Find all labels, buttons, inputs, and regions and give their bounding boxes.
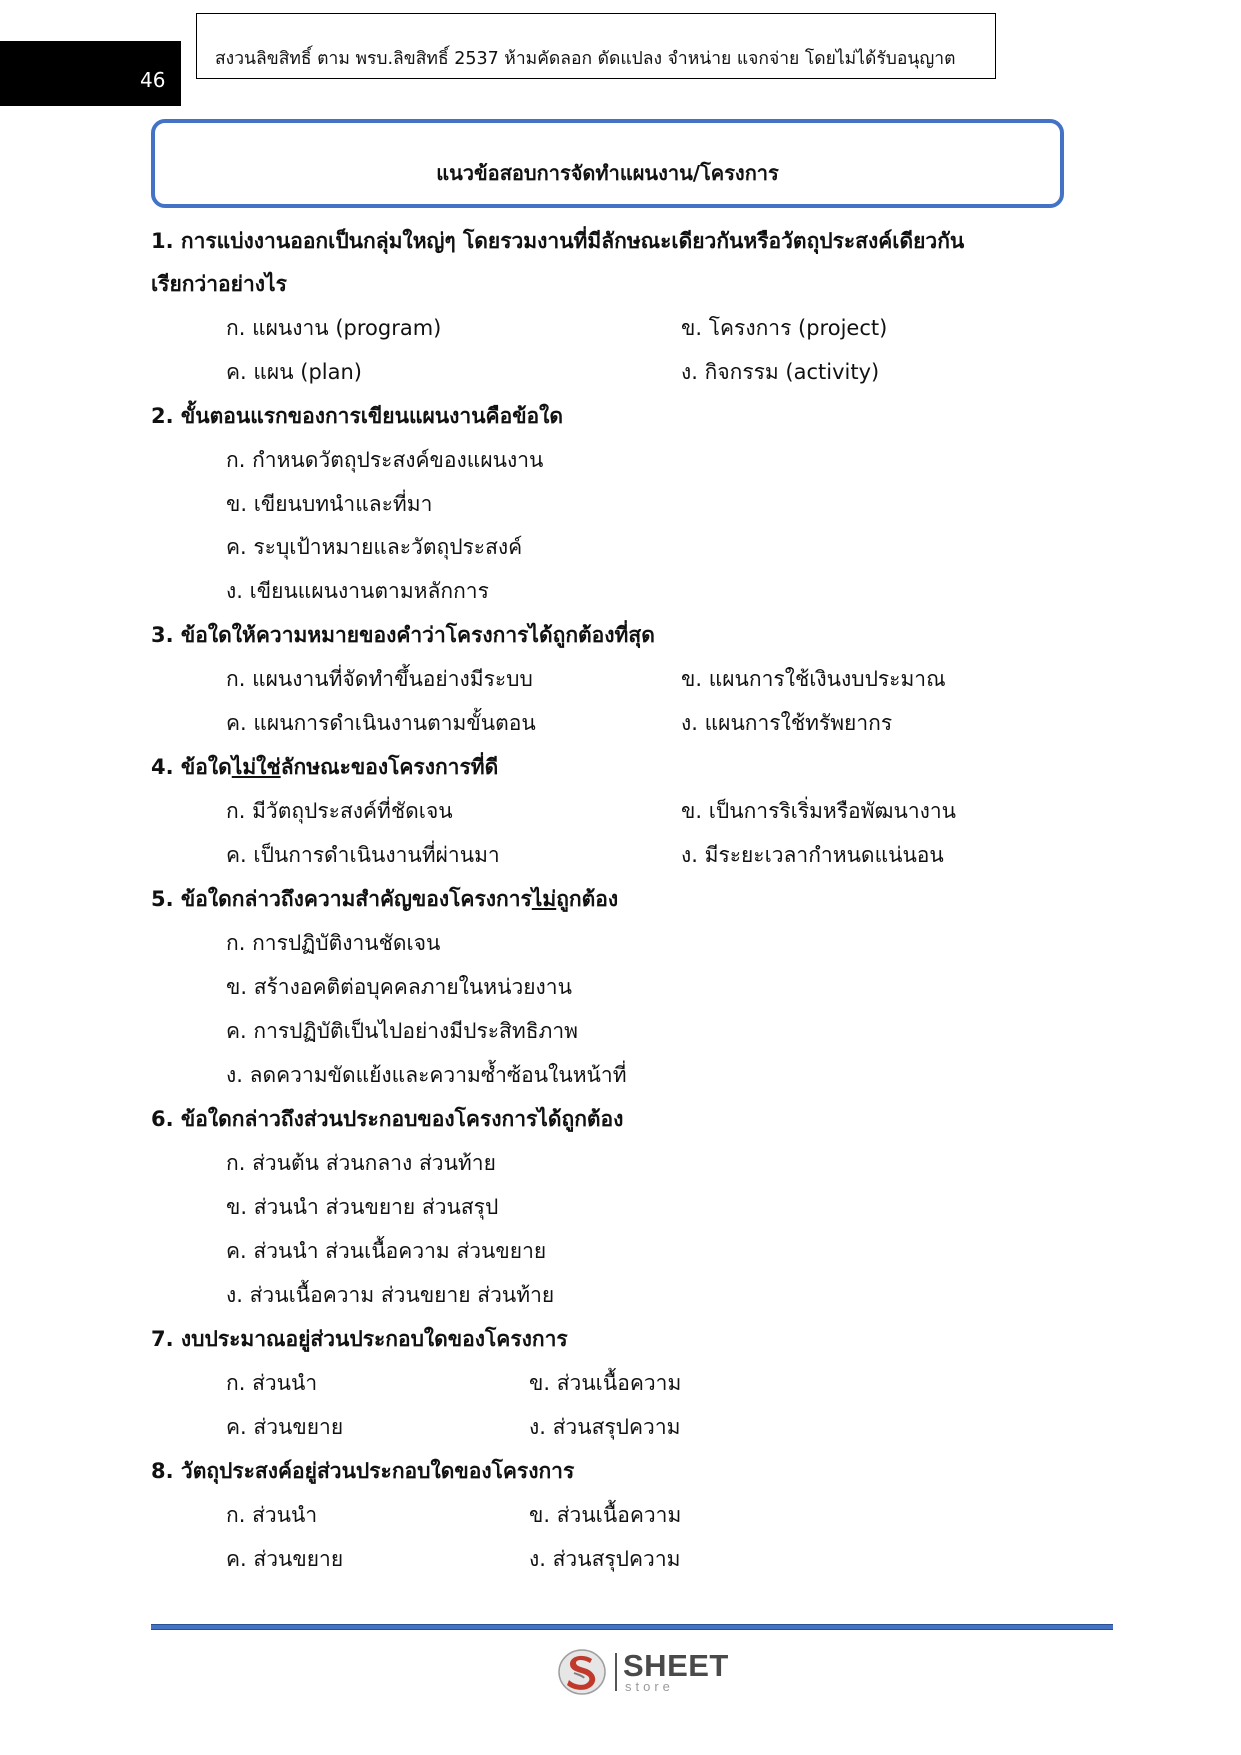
- question-3: 3. ข้อใดให้ความหมายของคำว่าโครงการได้ถูกต้องที่สุด: [151, 623, 655, 647]
- q8-option-d: ง. ส่วนสรุปความ: [529, 1547, 681, 1571]
- question-4-emphasis: ไม่ใช่: [231, 755, 281, 779]
- logo-sub-text: store: [625, 1679, 674, 1694]
- logo-separator: [615, 1653, 617, 1691]
- q3-option-c: ค. แผนการดำเนินงานตามขั้นตอน: [226, 711, 536, 735]
- question-5-text-end: ถูกต้อง: [556, 887, 619, 911]
- q8-option-b: ข. ส่วนเนื้อความ: [529, 1503, 682, 1527]
- question-5-emphasis: ไม่: [531, 887, 557, 911]
- q1-option-a: ก. แผนงาน (program): [226, 316, 442, 340]
- q3-option-a: ก. แผนงานที่จัดทำขึ้นอย่างมีระบบ: [226, 667, 533, 691]
- q1-option-c: ค. แผน (plan): [226, 360, 362, 384]
- q7-option-a: ก. ส่วนนำ: [226, 1371, 318, 1395]
- q3-option-d: ง. แผนการใช้ทรัพยากร: [681, 711, 893, 735]
- question-5-text-start: 5. ข้อใดกล่าวถึงความสำคัญของโครงการ: [151, 887, 532, 911]
- page-title: แนวข้อสอบการจัดทำแผนงาน/โครงการ: [151, 119, 1064, 208]
- q2-option-a: ก. กำหนดวัตถุประสงค์ของแผนงาน: [226, 448, 544, 472]
- question-1-continued: เรียกว่าอย่างไร: [151, 272, 287, 296]
- q1-option-d: ง. กิจกรรม (activity): [681, 360, 880, 384]
- question-6: 6. ข้อใดกล่าวถึงส่วนประกอบของโครงการได้ถูกต้อง: [151, 1107, 624, 1131]
- q2-option-b: ข. เขียนบทนำและที่มา: [226, 492, 433, 516]
- q6-option-d: ง. ส่วนเนื้อความ ส่วนขยาย ส่วนท้าย: [226, 1283, 555, 1307]
- q6-option-c: ค. ส่วนนำ ส่วนเนื้อความ ส่วนขยาย: [226, 1239, 547, 1263]
- s-logo-icon: [557, 1647, 607, 1697]
- question-7: 7. งบประมาณอยู่ส่วนประกอบใดของโครงการ: [151, 1327, 568, 1351]
- question-5: [151, 885, 618, 913]
- q4-option-a: ก. มีวัตถุประสงค์ที่ชัดเจน: [226, 799, 453, 823]
- q1-option-b: ข. โครงการ (project): [681, 316, 888, 340]
- q7-option-d: ง. ส่วนสรุปความ: [529, 1415, 681, 1439]
- q2-option-d: ง. เขียนแผนงานตามหลักการ: [226, 579, 489, 603]
- q4-option-c: ค. เป็นการดำเนินงานที่ผ่านมา: [226, 843, 500, 867]
- question-4: [151, 753, 498, 781]
- q3-option-b: ข. แผนการใช้เงินงบประมาณ: [681, 667, 946, 691]
- q5-option-b: ข. สร้างอคติต่อบุคคลภายในหน่วยงาน: [226, 975, 572, 999]
- q6-option-a: ก. ส่วนต้น ส่วนกลาง ส่วนท้าย: [226, 1151, 496, 1175]
- q4-option-b: ข. เป็นการริเริ่มหรือพัฒนางาน: [681, 799, 957, 823]
- question-8: 8. วัตถุประสงค์อยู่ส่วนประกอบใดของโครงการ: [151, 1459, 575, 1483]
- footer-rule: [151, 1624, 1113, 1630]
- q2-option-c: ค. ระบุเป้าหมายและวัตถุประสงค์: [226, 535, 523, 559]
- footer-logo: [557, 1647, 727, 1697]
- logo-brand-text: SHEET: [623, 1648, 729, 1683]
- q7-option-c: ค. ส่วนขยาย: [226, 1415, 344, 1439]
- question-4-text-end: ลักษณะของโครงการที่ดี: [280, 755, 499, 779]
- q5-option-c: ค. การปฏิบัติเป็นไปอย่างมีประสิทธิภาพ: [226, 1019, 578, 1043]
- q8-option-a: ก. ส่วนนำ: [226, 1503, 318, 1527]
- question-1: 1. การแบ่งงานออกเป็นกลุ่มใหญ่ๆ โดยรวมงานที่มีลักษณะเดียวกันหรือวัตถุประสงค์เดียวกัน: [151, 229, 965, 253]
- question-2: 2. ขั้นตอนแรกของการเขียนแผนงานคือข้อใด: [151, 404, 564, 428]
- question-4-text-start: 4. ข้อใด: [151, 755, 232, 779]
- q5-option-d: ง. ลดความขัดแย้งและความซ้ำซ้อนในหน้าที่: [226, 1063, 627, 1087]
- q4-option-d: ง. มีระยะเวลากำหนดแน่นอน: [681, 843, 944, 867]
- q8-option-c: ค. ส่วนขยาย: [226, 1547, 344, 1571]
- page-number: 46: [140, 68, 166, 92]
- q5-option-a: ก. การปฏิบัติงานชัดเจน: [226, 931, 441, 955]
- q7-option-b: ข. ส่วนเนื้อความ: [529, 1371, 682, 1395]
- q6-option-b: ข. ส่วนนำ ส่วนขยาย ส่วนสรุป: [226, 1195, 499, 1219]
- copyright-notice: สงวนลิขสิทธิ์ ตาม พรบ.ลิขสิทธิ์ 2537 ห้ามคัดลอก ดัดแปลง จำหน่าย แจกจ่าย โดยไม่ได้รับอนุญาต: [196, 13, 996, 79]
